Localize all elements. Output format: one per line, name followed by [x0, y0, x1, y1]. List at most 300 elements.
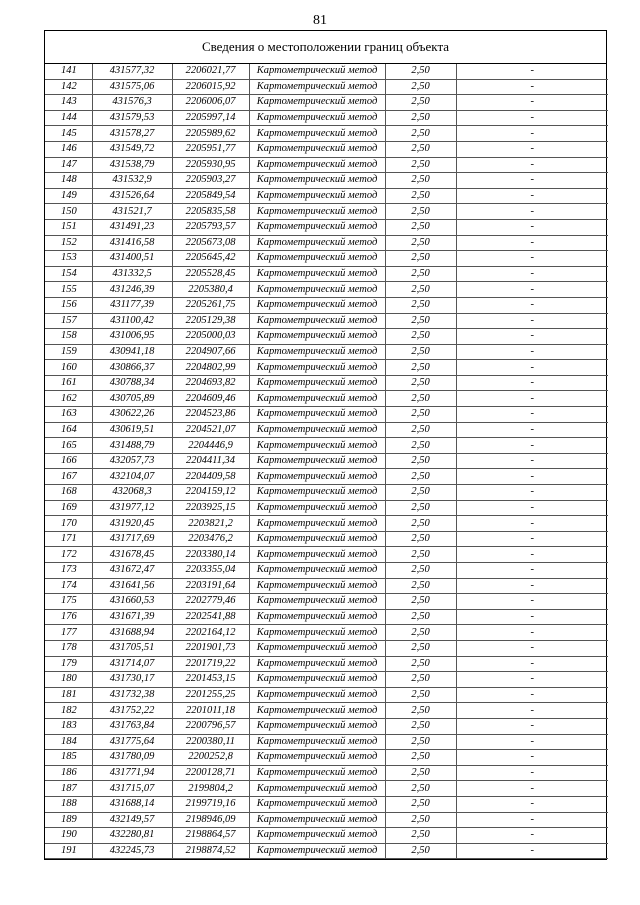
accuracy-cell: 2,50 — [385, 126, 456, 142]
y-coordinate-cell: 2204409,58 — [172, 469, 249, 485]
accuracy-cell: 2,50 — [385, 640, 456, 656]
accuracy-cell: 2,50 — [385, 781, 456, 797]
note-cell: - — [456, 204, 608, 220]
y-coordinate-cell: 2204446,9 — [172, 438, 249, 454]
accuracy-cell: 2,50 — [385, 812, 456, 828]
method-cell: Картометрический метод — [249, 95, 385, 111]
table-row — [45, 734, 608, 750]
table-row — [45, 500, 608, 516]
method-cell: Картометрический метод — [249, 282, 385, 298]
x-coordinate-cell: 431526,64 — [92, 188, 172, 204]
point-number-cell: 145 — [45, 126, 92, 142]
x-coordinate-cell: 431100,42 — [92, 313, 172, 329]
accuracy-cell: 2,50 — [385, 453, 456, 469]
accuracy-cell: 2,50 — [385, 297, 456, 313]
coordinates-table — [45, 64, 608, 859]
table-row — [45, 64, 608, 79]
point-number-cell: 171 — [45, 531, 92, 547]
table-row — [45, 594, 608, 610]
point-number-cell: 189 — [45, 812, 92, 828]
y-coordinate-cell: 2205645,42 — [172, 251, 249, 267]
note-cell: - — [456, 796, 608, 812]
table-row — [45, 173, 608, 189]
y-coordinate-cell: 2204907,66 — [172, 344, 249, 360]
x-coordinate-cell: 431177,39 — [92, 297, 172, 313]
x-coordinate-cell: 432245,73 — [92, 843, 172, 859]
x-coordinate-cell: 431732,38 — [92, 687, 172, 703]
y-coordinate-cell: 2202779,46 — [172, 594, 249, 610]
method-cell: Картометрический метод — [249, 188, 385, 204]
note-cell: - — [456, 64, 608, 79]
table-row — [45, 547, 608, 563]
y-coordinate-cell: 2205849,54 — [172, 188, 249, 204]
table-row — [45, 344, 608, 360]
note-cell: - — [456, 251, 608, 267]
table-row — [45, 204, 608, 220]
note-cell: - — [456, 297, 608, 313]
accuracy-cell: 2,50 — [385, 313, 456, 329]
accuracy-cell: 2,50 — [385, 438, 456, 454]
x-coordinate-cell: 431672,47 — [92, 563, 172, 579]
note-cell: - — [456, 438, 608, 454]
accuracy-cell: 2,50 — [385, 360, 456, 376]
x-coordinate-cell: 431491,23 — [92, 219, 172, 235]
table-row — [45, 282, 608, 298]
y-coordinate-cell: 2206021,77 — [172, 64, 249, 79]
accuracy-cell: 2,50 — [385, 173, 456, 189]
y-coordinate-cell: 2199804,2 — [172, 781, 249, 797]
point-number-cell: 187 — [45, 781, 92, 797]
method-cell: Картометрический метод — [249, 469, 385, 485]
table-row — [45, 407, 608, 423]
y-coordinate-cell: 2198864,57 — [172, 828, 249, 844]
point-number-cell: 165 — [45, 438, 92, 454]
table-row — [45, 453, 608, 469]
x-coordinate-cell: 432057,73 — [92, 453, 172, 469]
y-coordinate-cell: 2204693,82 — [172, 375, 249, 391]
table-row — [45, 672, 608, 688]
accuracy-cell: 2,50 — [385, 235, 456, 251]
note-cell: - — [456, 765, 608, 781]
accuracy-cell: 2,50 — [385, 329, 456, 345]
x-coordinate-cell: 431521,7 — [92, 204, 172, 220]
method-cell: Картометрический метод — [249, 64, 385, 79]
point-number-cell: 172 — [45, 547, 92, 563]
table-row — [45, 126, 608, 142]
table-row — [45, 485, 608, 501]
note-cell: - — [456, 718, 608, 734]
x-coordinate-cell: 431246,39 — [92, 282, 172, 298]
accuracy-cell: 2,50 — [385, 563, 456, 579]
y-coordinate-cell: 2204609,46 — [172, 391, 249, 407]
point-number-cell: 143 — [45, 95, 92, 111]
table-row — [45, 796, 608, 812]
method-cell: Картометрический метод — [249, 563, 385, 579]
accuracy-cell: 2,50 — [385, 843, 456, 859]
method-cell: Картометрический метод — [249, 485, 385, 501]
table-row — [45, 438, 608, 454]
method-cell: Картометрический метод — [249, 126, 385, 142]
accuracy-cell: 2,50 — [385, 594, 456, 610]
y-coordinate-cell: 2204521,07 — [172, 422, 249, 438]
point-number-cell: 184 — [45, 734, 92, 750]
point-number-cell: 160 — [45, 360, 92, 376]
accuracy-cell: 2,50 — [385, 718, 456, 734]
point-number-cell: 174 — [45, 578, 92, 594]
method-cell: Картометрический метод — [249, 375, 385, 391]
note-cell: - — [456, 173, 608, 189]
point-number-cell: 191 — [45, 843, 92, 859]
note-cell: - — [456, 703, 608, 719]
method-cell: Картометрический метод — [249, 344, 385, 360]
y-coordinate-cell: 2201453,15 — [172, 672, 249, 688]
y-coordinate-cell: 2200796,57 — [172, 718, 249, 734]
point-number-cell: 149 — [45, 188, 92, 204]
table-row — [45, 828, 608, 844]
method-cell: Картометрический метод — [249, 843, 385, 859]
x-coordinate-cell: 430788,34 — [92, 375, 172, 391]
accuracy-cell: 2,50 — [385, 204, 456, 220]
x-coordinate-cell: 431416,58 — [92, 235, 172, 251]
y-coordinate-cell: 2201719,22 — [172, 656, 249, 672]
page-number: 81 — [313, 13, 327, 28]
note-cell: - — [456, 157, 608, 173]
y-coordinate-cell: 2205380,4 — [172, 282, 249, 298]
note-cell: - — [456, 375, 608, 391]
table-row — [45, 360, 608, 376]
x-coordinate-cell: 431688,14 — [92, 796, 172, 812]
point-number-cell: 169 — [45, 500, 92, 516]
table-row — [45, 422, 608, 438]
point-number-cell: 155 — [45, 282, 92, 298]
x-coordinate-cell: 431671,39 — [92, 609, 172, 625]
note-cell: - — [456, 360, 608, 376]
note-cell: - — [456, 141, 608, 157]
note-cell: - — [456, 79, 608, 95]
y-coordinate-cell: 2200252,8 — [172, 750, 249, 766]
point-number-cell: 156 — [45, 297, 92, 313]
y-coordinate-cell: 2201901,73 — [172, 640, 249, 656]
table-row — [45, 640, 608, 656]
y-coordinate-cell: 2203821,2 — [172, 516, 249, 532]
x-coordinate-cell: 430705,89 — [92, 391, 172, 407]
accuracy-cell: 2,50 — [385, 547, 456, 563]
accuracy-cell: 2,50 — [385, 266, 456, 282]
table-row — [45, 718, 608, 734]
accuracy-cell: 2,50 — [385, 344, 456, 360]
y-coordinate-cell: 2203476,2 — [172, 531, 249, 547]
point-number-cell: 148 — [45, 173, 92, 189]
accuracy-cell: 2,50 — [385, 141, 456, 157]
table-row — [45, 95, 608, 111]
note-cell: - — [456, 95, 608, 111]
note-cell: - — [456, 266, 608, 282]
table-row — [45, 251, 608, 267]
accuracy-cell: 2,50 — [385, 609, 456, 625]
note-cell: - — [456, 547, 608, 563]
table-row — [45, 157, 608, 173]
table-row — [45, 687, 608, 703]
method-cell: Картометрический метод — [249, 750, 385, 766]
method-cell: Картометрический метод — [249, 516, 385, 532]
note-cell: - — [456, 313, 608, 329]
y-coordinate-cell: 2205793,57 — [172, 219, 249, 235]
method-cell: Картометрический метод — [249, 297, 385, 313]
y-coordinate-cell: 2200128,71 — [172, 765, 249, 781]
y-coordinate-cell: 2204159,12 — [172, 485, 249, 501]
point-number-cell: 144 — [45, 110, 92, 126]
x-coordinate-cell: 432104,07 — [92, 469, 172, 485]
accuracy-cell: 2,50 — [385, 672, 456, 688]
method-cell: Картометрический метод — [249, 422, 385, 438]
note-cell: - — [456, 625, 608, 641]
point-number-cell: 183 — [45, 718, 92, 734]
point-number-cell: 180 — [45, 672, 92, 688]
note-cell: - — [456, 329, 608, 345]
x-coordinate-cell: 431549,72 — [92, 141, 172, 157]
note-cell: - — [456, 516, 608, 532]
accuracy-cell: 2,50 — [385, 64, 456, 79]
x-coordinate-cell: 431780,09 — [92, 750, 172, 766]
accuracy-cell: 2,50 — [385, 796, 456, 812]
accuracy-cell: 2,50 — [385, 188, 456, 204]
x-coordinate-cell: 431578,27 — [92, 126, 172, 142]
note-cell: - — [456, 344, 608, 360]
method-cell: Картометрический метод — [249, 157, 385, 173]
note-cell: - — [456, 828, 608, 844]
table-row — [45, 516, 608, 532]
method-cell: Картометрический метод — [249, 687, 385, 703]
x-coordinate-cell: 431771,94 — [92, 765, 172, 781]
table-row — [45, 609, 608, 625]
x-coordinate-cell: 431400,51 — [92, 251, 172, 267]
note-cell: - — [456, 110, 608, 126]
x-coordinate-cell: 430619,51 — [92, 422, 172, 438]
table-row — [45, 781, 608, 797]
note-cell: - — [456, 687, 608, 703]
point-number-cell: 152 — [45, 235, 92, 251]
point-number-cell: 179 — [45, 656, 92, 672]
y-coordinate-cell: 2206006,07 — [172, 95, 249, 111]
x-coordinate-cell: 431763,84 — [92, 718, 172, 734]
point-number-cell: 181 — [45, 687, 92, 703]
point-number-cell: 185 — [45, 750, 92, 766]
x-coordinate-cell: 431576,3 — [92, 95, 172, 111]
x-coordinate-cell: 431977,12 — [92, 500, 172, 516]
x-coordinate-cell: 431660,53 — [92, 594, 172, 610]
note-cell: - — [456, 219, 608, 235]
table-row — [45, 375, 608, 391]
x-coordinate-cell: 431579,53 — [92, 110, 172, 126]
y-coordinate-cell: 2198946,09 — [172, 812, 249, 828]
y-coordinate-cell: 2205528,45 — [172, 266, 249, 282]
note-cell: - — [456, 812, 608, 828]
point-number-cell: 167 — [45, 469, 92, 485]
y-coordinate-cell: 2205129,38 — [172, 313, 249, 329]
x-coordinate-cell: 432280,81 — [92, 828, 172, 844]
point-number-cell: 163 — [45, 407, 92, 423]
method-cell: Картометрический метод — [249, 500, 385, 516]
note-cell: - — [456, 453, 608, 469]
table-row — [45, 843, 608, 859]
y-coordinate-cell: 2205261,75 — [172, 297, 249, 313]
method-cell: Картометрический метод — [249, 391, 385, 407]
y-coordinate-cell: 2202541,88 — [172, 609, 249, 625]
point-number-cell: 147 — [45, 157, 92, 173]
x-coordinate-cell: 431705,51 — [92, 640, 172, 656]
table-row — [45, 188, 608, 204]
x-coordinate-cell: 430866,37 — [92, 360, 172, 376]
accuracy-cell: 2,50 — [385, 828, 456, 844]
method-cell: Картометрический метод — [249, 313, 385, 329]
table-row — [45, 625, 608, 641]
note-cell: - — [456, 235, 608, 251]
x-coordinate-cell: 431006,95 — [92, 329, 172, 345]
y-coordinate-cell: 2204523,86 — [172, 407, 249, 423]
note-cell: - — [456, 781, 608, 797]
point-number-cell: 158 — [45, 329, 92, 345]
table-row — [45, 812, 608, 828]
method-cell: Картометрический метод — [249, 718, 385, 734]
table-row — [45, 219, 608, 235]
x-coordinate-cell: 431532,9 — [92, 173, 172, 189]
point-number-cell: 173 — [45, 563, 92, 579]
point-number-cell: 178 — [45, 640, 92, 656]
accuracy-cell: 2,50 — [385, 656, 456, 672]
x-coordinate-cell: 431715,07 — [92, 781, 172, 797]
method-cell: Картометрический метод — [249, 609, 385, 625]
y-coordinate-cell: 2203191,64 — [172, 578, 249, 594]
x-coordinate-cell: 431641,56 — [92, 578, 172, 594]
method-cell: Картометрический метод — [249, 453, 385, 469]
accuracy-cell: 2,50 — [385, 95, 456, 111]
accuracy-cell: 2,50 — [385, 391, 456, 407]
y-coordinate-cell: 2198874,52 — [172, 843, 249, 859]
method-cell: Картометрический метод — [249, 219, 385, 235]
method-cell: Картометрический метод — [249, 781, 385, 797]
y-coordinate-cell: 2203355,04 — [172, 563, 249, 579]
y-coordinate-cell: 2205835,58 — [172, 204, 249, 220]
table-row — [45, 329, 608, 345]
note-cell: - — [456, 407, 608, 423]
note-cell: - — [456, 531, 608, 547]
point-number-cell: 157 — [45, 313, 92, 329]
accuracy-cell: 2,50 — [385, 516, 456, 532]
method-cell: Картометрический метод — [249, 531, 385, 547]
method-cell: Картометрический метод — [249, 734, 385, 750]
method-cell: Картометрический метод — [249, 79, 385, 95]
x-coordinate-cell: 430941,18 — [92, 344, 172, 360]
point-number-cell: 142 — [45, 79, 92, 95]
section-title: Сведения о местоположении границ объекта — [45, 31, 606, 64]
y-coordinate-cell: 2200380,11 — [172, 734, 249, 750]
note-cell: - — [456, 578, 608, 594]
table-row — [45, 235, 608, 251]
point-number-cell: 166 — [45, 453, 92, 469]
note-cell: - — [456, 282, 608, 298]
method-cell: Картометрический метод — [249, 329, 385, 345]
accuracy-cell: 2,50 — [385, 765, 456, 781]
note-cell: - — [456, 422, 608, 438]
method-cell: Картометрический метод — [249, 625, 385, 641]
accuracy-cell: 2,50 — [385, 485, 456, 501]
table-row — [45, 531, 608, 547]
method-cell: Картометрический метод — [249, 110, 385, 126]
point-number-cell: 150 — [45, 204, 92, 220]
y-coordinate-cell: 2201255,25 — [172, 687, 249, 703]
method-cell: Картометрический метод — [249, 703, 385, 719]
accuracy-cell: 2,50 — [385, 687, 456, 703]
x-coordinate-cell: 431775,64 — [92, 734, 172, 750]
point-number-cell: 182 — [45, 703, 92, 719]
y-coordinate-cell: 2205930,95 — [172, 157, 249, 173]
note-cell: - — [456, 391, 608, 407]
table-row — [45, 141, 608, 157]
table-row — [45, 765, 608, 781]
accuracy-cell: 2,50 — [385, 531, 456, 547]
method-cell: Картометрический метод — [249, 796, 385, 812]
table-row — [45, 79, 608, 95]
table-row — [45, 266, 608, 282]
table-row — [45, 110, 608, 126]
point-number-cell: 151 — [45, 219, 92, 235]
x-coordinate-cell: 432068,3 — [92, 485, 172, 501]
method-cell: Картометрический метод — [249, 594, 385, 610]
point-number-cell: 188 — [45, 796, 92, 812]
accuracy-cell: 2,50 — [385, 625, 456, 641]
x-coordinate-cell: 431688,94 — [92, 625, 172, 641]
point-number-cell: 164 — [45, 422, 92, 438]
y-coordinate-cell: 2199719,16 — [172, 796, 249, 812]
x-coordinate-cell: 430622,26 — [92, 407, 172, 423]
y-coordinate-cell: 2203925,15 — [172, 500, 249, 516]
point-number-cell: 170 — [45, 516, 92, 532]
y-coordinate-cell: 2205673,08 — [172, 235, 249, 251]
note-cell: - — [456, 563, 608, 579]
method-cell: Картометрический метод — [249, 812, 385, 828]
method-cell: Картометрический метод — [249, 656, 385, 672]
note-cell: - — [456, 734, 608, 750]
accuracy-cell: 2,50 — [385, 251, 456, 267]
note-cell: - — [456, 750, 608, 766]
note-cell: - — [456, 843, 608, 859]
method-cell: Картометрический метод — [249, 141, 385, 157]
point-number-cell: 141 — [45, 64, 92, 79]
accuracy-cell: 2,50 — [385, 110, 456, 126]
x-coordinate-cell: 431488,79 — [92, 438, 172, 454]
method-cell: Картометрический метод — [249, 360, 385, 376]
method-cell: Картометрический метод — [249, 407, 385, 423]
accuracy-cell: 2,50 — [385, 375, 456, 391]
point-number-cell: 176 — [45, 609, 92, 625]
point-number-cell: 168 — [45, 485, 92, 501]
coordinates-table-body — [45, 64, 608, 859]
y-coordinate-cell: 2205951,77 — [172, 141, 249, 157]
point-number-cell: 159 — [45, 344, 92, 360]
x-coordinate-cell: 431538,79 — [92, 157, 172, 173]
table-row — [45, 656, 608, 672]
note-cell: - — [456, 594, 608, 610]
x-coordinate-cell: 431730,17 — [92, 672, 172, 688]
accuracy-cell: 2,50 — [385, 469, 456, 485]
y-coordinate-cell: 2203380,14 — [172, 547, 249, 563]
method-cell: Картометрический метод — [249, 640, 385, 656]
table-row — [45, 750, 608, 766]
accuracy-cell: 2,50 — [385, 734, 456, 750]
x-coordinate-cell: 431678,45 — [92, 547, 172, 563]
note-cell: - — [456, 640, 608, 656]
y-coordinate-cell: 2204411,34 — [172, 453, 249, 469]
